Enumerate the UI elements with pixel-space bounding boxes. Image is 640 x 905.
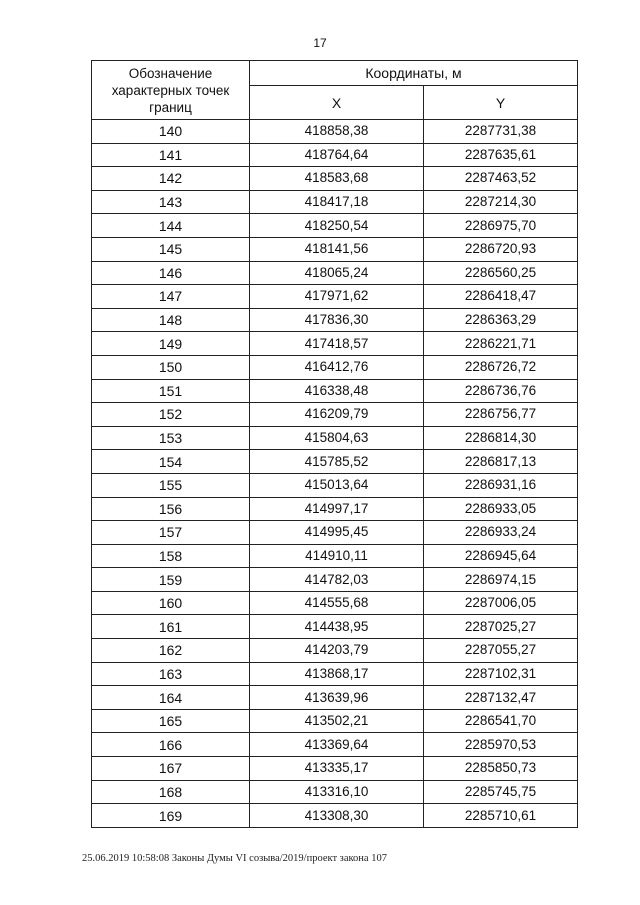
header-coordinates: Координаты, м: [250, 61, 578, 86]
y-coordinate-cell: 2286726,72: [424, 355, 578, 379]
point-cell: 151: [92, 379, 250, 403]
x-coordinate-cell: 418764,64: [250, 143, 424, 167]
y-coordinate-cell: 2286363,29: [424, 308, 578, 332]
y-coordinate-cell: 2285710,61: [424, 804, 578, 828]
table-row: [92, 709, 578, 733]
y-coordinate-cell: 2286736,76: [424, 379, 578, 403]
x-coordinate-cell: 414995,45: [250, 521, 424, 545]
table-row: [92, 214, 578, 238]
table-row: [92, 143, 578, 167]
y-coordinate-cell: 2286720,93: [424, 237, 578, 261]
point-cell: 143: [92, 190, 250, 214]
table-row: [92, 403, 578, 427]
point-cell: 147: [92, 285, 250, 309]
y-coordinate-cell: 2287463,52: [424, 167, 578, 191]
point-cell: 140: [92, 120, 250, 144]
point-cell: 154: [92, 450, 250, 474]
x-coordinate-cell: 413316,10: [250, 780, 424, 804]
x-coordinate-cell: 414438,95: [250, 615, 424, 639]
point-cell: 141: [92, 143, 250, 167]
table-row: [92, 615, 578, 639]
y-coordinate-cell: 2287055,27: [424, 639, 578, 663]
header-y: Y: [424, 86, 578, 120]
x-coordinate-cell: 418417,18: [250, 190, 424, 214]
point-cell: 166: [92, 733, 250, 757]
table-row: [92, 662, 578, 686]
table-row: [92, 521, 578, 545]
x-coordinate-cell: 417836,30: [250, 308, 424, 332]
document-footer: 25.06.2019 10:58:08 Законы Думы VI созыва/2019/проект закона 107: [82, 853, 387, 864]
table-row: [92, 686, 578, 710]
y-coordinate-cell: 2286418,47: [424, 285, 578, 309]
y-coordinate-cell: 2286817,13: [424, 450, 578, 474]
table-row: [92, 568, 578, 592]
table-row: [92, 591, 578, 615]
x-coordinate-cell: 414997,17: [250, 497, 424, 521]
point-cell: 142: [92, 167, 250, 191]
table-row: [92, 261, 578, 285]
x-coordinate-cell: 415013,64: [250, 473, 424, 497]
point-cell: 161: [92, 615, 250, 639]
table-row: [92, 780, 578, 804]
table-row: [92, 190, 578, 214]
y-coordinate-cell: 2286945,64: [424, 544, 578, 568]
x-coordinate-cell: 414910,11: [250, 544, 424, 568]
table-row: [92, 237, 578, 261]
x-coordinate-cell: 418583,68: [250, 167, 424, 191]
point-cell: 148: [92, 308, 250, 332]
y-coordinate-cell: 2286756,77: [424, 403, 578, 427]
coordinates-table: [91, 60, 578, 828]
y-coordinate-cell: 2286560,25: [424, 261, 578, 285]
x-coordinate-cell: 418858,38: [250, 120, 424, 144]
y-coordinate-cell: 2285850,73: [424, 757, 578, 781]
header-x: X: [250, 86, 424, 120]
x-coordinate-cell: 418141,56: [250, 237, 424, 261]
table-row: [92, 379, 578, 403]
point-cell: 167: [92, 757, 250, 781]
x-coordinate-cell: 413868,17: [250, 662, 424, 686]
x-coordinate-cell: 415785,52: [250, 450, 424, 474]
y-coordinate-cell: 2286974,15: [424, 568, 578, 592]
table-row: [92, 308, 578, 332]
point-cell: 156: [92, 497, 250, 521]
point-cell: 158: [92, 544, 250, 568]
point-cell: 164: [92, 686, 250, 710]
table-row: [92, 473, 578, 497]
y-coordinate-cell: 2285745,75: [424, 780, 578, 804]
y-coordinate-cell: 2286541,70: [424, 709, 578, 733]
point-cell: 168: [92, 780, 250, 804]
y-coordinate-cell: 2287006,05: [424, 591, 578, 615]
table-row: [92, 497, 578, 521]
point-cell: 153: [92, 426, 250, 450]
table-row: [92, 285, 578, 309]
y-coordinate-cell: 2287025,27: [424, 615, 578, 639]
x-coordinate-cell: 416209,79: [250, 403, 424, 427]
x-coordinate-cell: 414782,03: [250, 568, 424, 592]
header-point-designation: Обозначение характерных точек границ: [92, 61, 250, 120]
x-coordinate-cell: 413335,17: [250, 757, 424, 781]
table-row: [92, 120, 578, 144]
y-coordinate-cell: 2286933,24: [424, 521, 578, 545]
x-coordinate-cell: 413369,64: [250, 733, 424, 757]
x-coordinate-cell: 416338,48: [250, 379, 424, 403]
y-coordinate-cell: 2287731,38: [424, 120, 578, 144]
point-cell: 146: [92, 261, 250, 285]
table-row: [92, 332, 578, 356]
x-coordinate-cell: 417418,57: [250, 332, 424, 356]
y-coordinate-cell: 2286221,71: [424, 332, 578, 356]
table-row: [92, 733, 578, 757]
y-coordinate-cell: 2287214,30: [424, 190, 578, 214]
x-coordinate-cell: 418250,54: [250, 214, 424, 238]
point-cell: 152: [92, 403, 250, 427]
point-cell: 163: [92, 662, 250, 686]
page-number: 17: [313, 36, 327, 50]
y-coordinate-cell: 2287132,47: [424, 686, 578, 710]
y-coordinate-cell: 2286975,70: [424, 214, 578, 238]
point-cell: 145: [92, 237, 250, 261]
table-row: [92, 804, 578, 828]
x-coordinate-cell: 414555,68: [250, 591, 424, 615]
x-coordinate-cell: 418065,24: [250, 261, 424, 285]
point-cell: 160: [92, 591, 250, 615]
x-coordinate-cell: 416412,76: [250, 355, 424, 379]
point-cell: 169: [92, 804, 250, 828]
y-coordinate-cell: 2287102,31: [424, 662, 578, 686]
table-row: [92, 167, 578, 191]
x-coordinate-cell: 413639,96: [250, 686, 424, 710]
table-row: [92, 639, 578, 663]
table-row: [92, 450, 578, 474]
y-coordinate-cell: 2286931,16: [424, 473, 578, 497]
x-coordinate-cell: 413308,30: [250, 804, 424, 828]
x-coordinate-cell: 414203,79: [250, 639, 424, 663]
y-coordinate-cell: 2286814,30: [424, 426, 578, 450]
table-row: [92, 355, 578, 379]
point-cell: 150: [92, 355, 250, 379]
x-coordinate-cell: 415804,63: [250, 426, 424, 450]
y-coordinate-cell: 2285970,53: [424, 733, 578, 757]
point-cell: 155: [92, 473, 250, 497]
y-coordinate-cell: 2287635,61: [424, 143, 578, 167]
point-cell: 144: [92, 214, 250, 238]
x-coordinate-cell: 413502,21: [250, 709, 424, 733]
point-cell: 165: [92, 709, 250, 733]
point-cell: 162: [92, 639, 250, 663]
point-cell: 157: [92, 521, 250, 545]
table-row: [92, 544, 578, 568]
point-cell: 149: [92, 332, 250, 356]
table-row: [92, 426, 578, 450]
point-cell: 159: [92, 568, 250, 592]
table-row: [92, 757, 578, 781]
y-coordinate-cell: 2286933,05: [424, 497, 578, 521]
x-coordinate-cell: 417971,62: [250, 285, 424, 309]
